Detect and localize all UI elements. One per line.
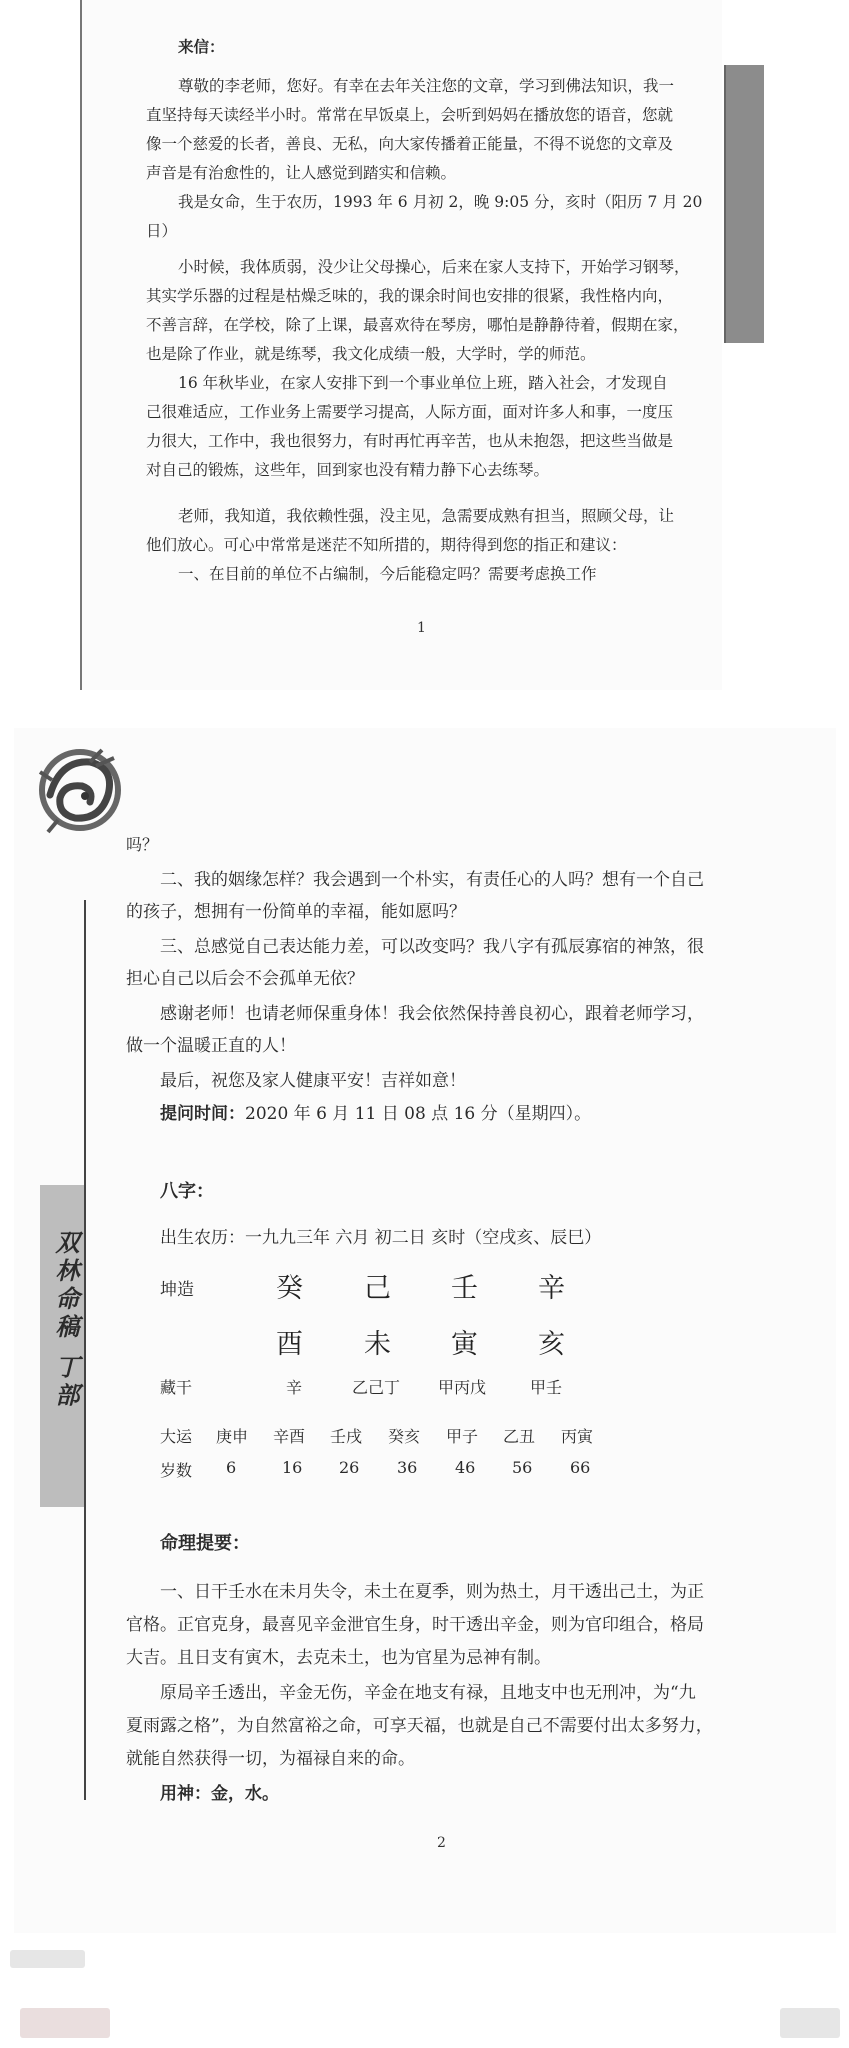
p1-line: 己很难适应，工作业务上需要学习提高，人际方面，面对许多人和事，一度压 xyxy=(146,403,674,421)
margin-rule xyxy=(84,900,86,1800)
dayun-item: 辛酉 xyxy=(273,1427,306,1446)
p1-line: 也是除了作业，就是练琴，我文化成绩一般，大学时，学的师范。 xyxy=(146,345,596,363)
suishu-item: 56 xyxy=(512,1458,533,1477)
suishu-item: 36 xyxy=(397,1458,418,1477)
suishu-item: 16 xyxy=(282,1458,303,1477)
p1-line: 一、在目前的单位不占编制，今后能稳定吗？需要考虑换工作 xyxy=(178,565,597,583)
page2-side-tab xyxy=(40,1185,84,1507)
letter-heading: 来信： xyxy=(178,37,225,56)
p1-line: 像一个慈爱的长者，善良、无私，向大家传播着正能量，不得不说您的文章及 xyxy=(146,135,674,153)
dragon-logo-icon xyxy=(30,740,130,840)
suishu-item: 46 xyxy=(455,1458,476,1477)
p1-line: 对自己的锻炼，这些年，回到家也没有精力静下心去练琴。 xyxy=(146,461,550,479)
p2-line: 最后，祝您及家人健康平安！吉祥如意！ xyxy=(160,1071,466,1091)
p1-line: 尊敬的李老师，您好。有幸在去年关注您的文章，学习到佛法知识，我一 xyxy=(178,77,675,95)
branch: 未 xyxy=(364,1329,391,1360)
ask-time-label: 提问时间： xyxy=(160,1104,245,1124)
branch: 酉 xyxy=(276,1329,303,1360)
canggan-item: 乙己丁 xyxy=(352,1378,401,1397)
qianzao-label: 坤造 xyxy=(160,1280,194,1300)
branch: 寅 xyxy=(451,1329,478,1360)
birth-line: 出生农历：一九九三年 六月 初二日 亥时（空戌亥、辰巳） xyxy=(160,1228,602,1248)
p1-line: 日） xyxy=(146,222,178,240)
page-number: 1 xyxy=(417,620,426,636)
p2-line: 三、总感觉自己表达能力差，可以改变吗？我八字有孤辰寡宿的神煞，很 xyxy=(160,937,704,957)
yongshen-label: 用神： xyxy=(160,1784,211,1804)
branch: 亥 xyxy=(538,1329,565,1360)
page1-side-tab xyxy=(724,65,764,343)
ask-time-value: 2020 年 6 月 11 日 08 点 16 分（星期四）。 xyxy=(245,1104,592,1124)
dayun-item: 壬戌 xyxy=(330,1427,363,1446)
p1-line: 我是女命，生于农历，1993 年 6 月初 2，晚 9:05 分，亥时（阳历 7 月 20 xyxy=(178,193,703,211)
canggan-item: 甲丙戊 xyxy=(438,1378,487,1397)
dayun-item: 乙丑 xyxy=(503,1427,536,1446)
bazi-heading: 八字： xyxy=(160,1181,214,1202)
analysis-line: 就能自然获得一切，为福禄自来的命。 xyxy=(126,1749,415,1769)
dayun-item: 庚申 xyxy=(216,1427,249,1446)
dayun-item: 丙寅 xyxy=(561,1427,594,1446)
p1-line: 老师，我知道，我依赖性强，没主见，急需要成熟有担当，照顾父母，让 xyxy=(178,507,675,525)
stem: 癸 xyxy=(276,1273,303,1304)
p2-line: 感谢老师！也请老师保重身体！我会依然保持善良初心，跟着老师学习， xyxy=(160,1004,704,1024)
dayun-item: 癸亥 xyxy=(388,1427,421,1446)
canggan-item: 甲壬 xyxy=(530,1378,563,1397)
p1-line: 声音是有治愈性的，让人感觉到踏实和信赖。 xyxy=(146,164,457,182)
canggan-item: 辛 xyxy=(286,1378,303,1397)
analysis-line: 原局辛壬透出，辛金无伤，辛金在地支有禄，且地支中也无刑冲，为“九 xyxy=(160,1683,696,1703)
page-number: 2 xyxy=(437,1835,446,1851)
blurred-area xyxy=(780,2008,840,2038)
p1-line: 不善言辞，在学校，除了上课，最喜欢待在琴房，哪怕是静静待着，假期在家， xyxy=(146,316,689,334)
side-tab-label: 双林命稿 丁部 xyxy=(51,1230,80,1411)
p1-line: 直坚持每天读经半小时。常常在早饭桌上，会听到妈妈在播放您的语音，您就 xyxy=(146,106,674,124)
blurred-area xyxy=(20,2008,110,2038)
stem: 己 xyxy=(364,1273,391,1304)
p2-line: 的孩子，想拥有一份简单的幸福，能如愿吗？ xyxy=(126,902,466,922)
p2-line: 吗？ xyxy=(126,835,159,854)
p2-line: 担心自己以后会不会孤单无依？ xyxy=(126,969,364,989)
p1-line: 力很大，工作中，我也很努力，有时再忙再辛苦，也从未抱怨，把这些当做是 xyxy=(146,432,674,450)
analysis-line: 一、日干壬水在未月失令，未土在夏季，则为热土，月干透出己土，为正 xyxy=(160,1582,704,1602)
suishu-label: 岁数 xyxy=(160,1461,193,1480)
suishu-item: 6 xyxy=(226,1458,237,1477)
p1-line: 小时候，我体质弱，没少让父母操心，后来在家人支持下，开始学习钢琴， xyxy=(178,258,690,276)
analysis-line: 官格。正官克身，最喜见辛金泄官生身，时干透出辛金，则为官印组合，格局 xyxy=(126,1615,704,1635)
dayun-item: 甲子 xyxy=(446,1427,479,1446)
p1-line: 他们放心。可心中常常是迷茫不知所措的，期待得到您的指正和建议： xyxy=(146,536,627,554)
analysis-heading: 命理提要： xyxy=(160,1533,250,1554)
yongshen xyxy=(160,1780,279,1809)
p2-line: 二、我的姻缘怎样？我会遇到一个朴实，有责任心的人吗？想有一个自己 xyxy=(160,870,704,890)
stem: 壬 xyxy=(451,1273,478,1304)
suishu-item: 26 xyxy=(339,1458,360,1477)
canggan-label: 藏干 xyxy=(160,1378,193,1397)
blurred-area xyxy=(10,1950,85,1968)
stem: 辛 xyxy=(538,1273,565,1304)
suishu-item: 66 xyxy=(570,1458,591,1477)
analysis-line: 夏雨露之格”，为自然富裕之命，可享天福，也就是自己不需要付出太多努力， xyxy=(126,1716,713,1736)
dayun-label: 大运 xyxy=(160,1427,193,1446)
ask-time xyxy=(160,1100,591,1129)
yongshen-value: 金，水。 xyxy=(211,1784,279,1804)
analysis-line: 大吉。且日支有寅木，去克未土，也为官星为忌神有制。 xyxy=(126,1648,551,1668)
p1-line: 16 年秋毕业，在家人安排下到一个事业单位上班，踏入社会，才发现自 xyxy=(178,374,668,392)
p1-line: 其实学乐器的过程是枯燥乏味的，我的课余时间也安排的很紧，我性格内向， xyxy=(146,287,674,305)
p2-line: 做一个温暖正直的人！ xyxy=(126,1036,296,1056)
